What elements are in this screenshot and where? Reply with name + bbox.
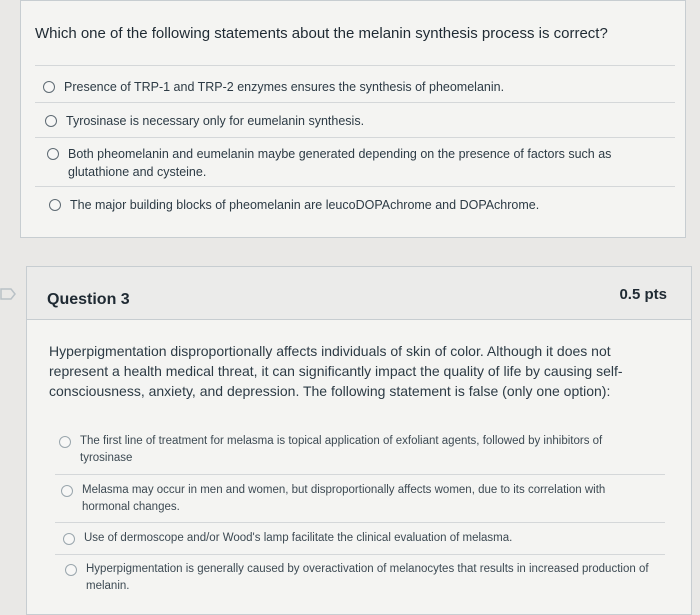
q3-answer-1[interactable] bbox=[59, 433, 649, 467]
answer-label: Use of dermoscope and/or Wood's lamp facilitate the clinical evaluation of melasma. bbox=[84, 532, 513, 544]
question-2-card bbox=[20, 0, 686, 238]
q2-answer-4[interactable] bbox=[49, 196, 669, 214]
divider bbox=[35, 137, 675, 138]
divider bbox=[55, 522, 665, 523]
q2-answer-2[interactable] bbox=[45, 112, 665, 130]
answer-label: Tyrosinase is necessary only for eumelanin synthesis. bbox=[66, 114, 365, 128]
question-3-card bbox=[26, 266, 692, 615]
radio-button[interactable] bbox=[59, 436, 71, 448]
radio-button[interactable] bbox=[49, 199, 61, 211]
divider bbox=[35, 65, 675, 66]
q2-answer-1[interactable] bbox=[43, 78, 663, 96]
answer-label: Both pheomelanin and eumelanin maybe generated depending on the presence of factors such as glutathione and cysteine. bbox=[68, 147, 612, 179]
points-value: 0.5 pts bbox=[619, 286, 667, 303]
radio-button[interactable] bbox=[47, 148, 59, 160]
flag-icon[interactable] bbox=[0, 288, 16, 300]
q2-answer-3[interactable] bbox=[47, 145, 667, 181]
question-3-prompt: Hyperpigmentation disproportionally affects individuals of skin of color. Although it does not represent a health medical threat, it can significantly impact the quality of life by causing self-consciousness, anxiety, and depression. The following statement is false (only one option): bbox=[49, 343, 623, 399]
divider bbox=[55, 474, 665, 475]
radio-button[interactable] bbox=[65, 564, 77, 576]
divider bbox=[35, 186, 675, 187]
answer-label: Hyperpigmentation is generally caused by overactivation of melanocytes that results in increased production of melanin. bbox=[86, 563, 649, 592]
divider bbox=[55, 554, 665, 555]
answer-label: Presence of TRP-1 and TRP-2 enzymes ensures the synthesis of pheomelanin. bbox=[64, 80, 505, 94]
radio-button[interactable] bbox=[61, 485, 73, 497]
radio-button[interactable] bbox=[43, 81, 55, 93]
question-2-prompt: Which one of the following statements about the melanin synthesis process is correct? bbox=[35, 25, 608, 42]
q3-answer-2[interactable] bbox=[61, 482, 651, 516]
question-header bbox=[27, 267, 691, 320]
q3-answer-3[interactable] bbox=[63, 530, 653, 547]
radio-button[interactable] bbox=[45, 115, 57, 127]
radio-button[interactable] bbox=[63, 533, 75, 545]
divider bbox=[35, 102, 675, 103]
question-title: Question 3 bbox=[47, 291, 130, 308]
answer-label: The first line of treatment for melasma is topical application of exfoliant agents, followed by inhibitors of tyrosinase bbox=[80, 435, 603, 464]
answer-label: The major building blocks of pheomelanin are leucoDOPAchrome and DOPAchrome. bbox=[70, 198, 540, 212]
answer-label: Melasma may occur in men and women, but disproportionally affects women, due to its correlation with hormonal changes. bbox=[82, 484, 606, 513]
q3-answer-4[interactable] bbox=[65, 561, 655, 595]
